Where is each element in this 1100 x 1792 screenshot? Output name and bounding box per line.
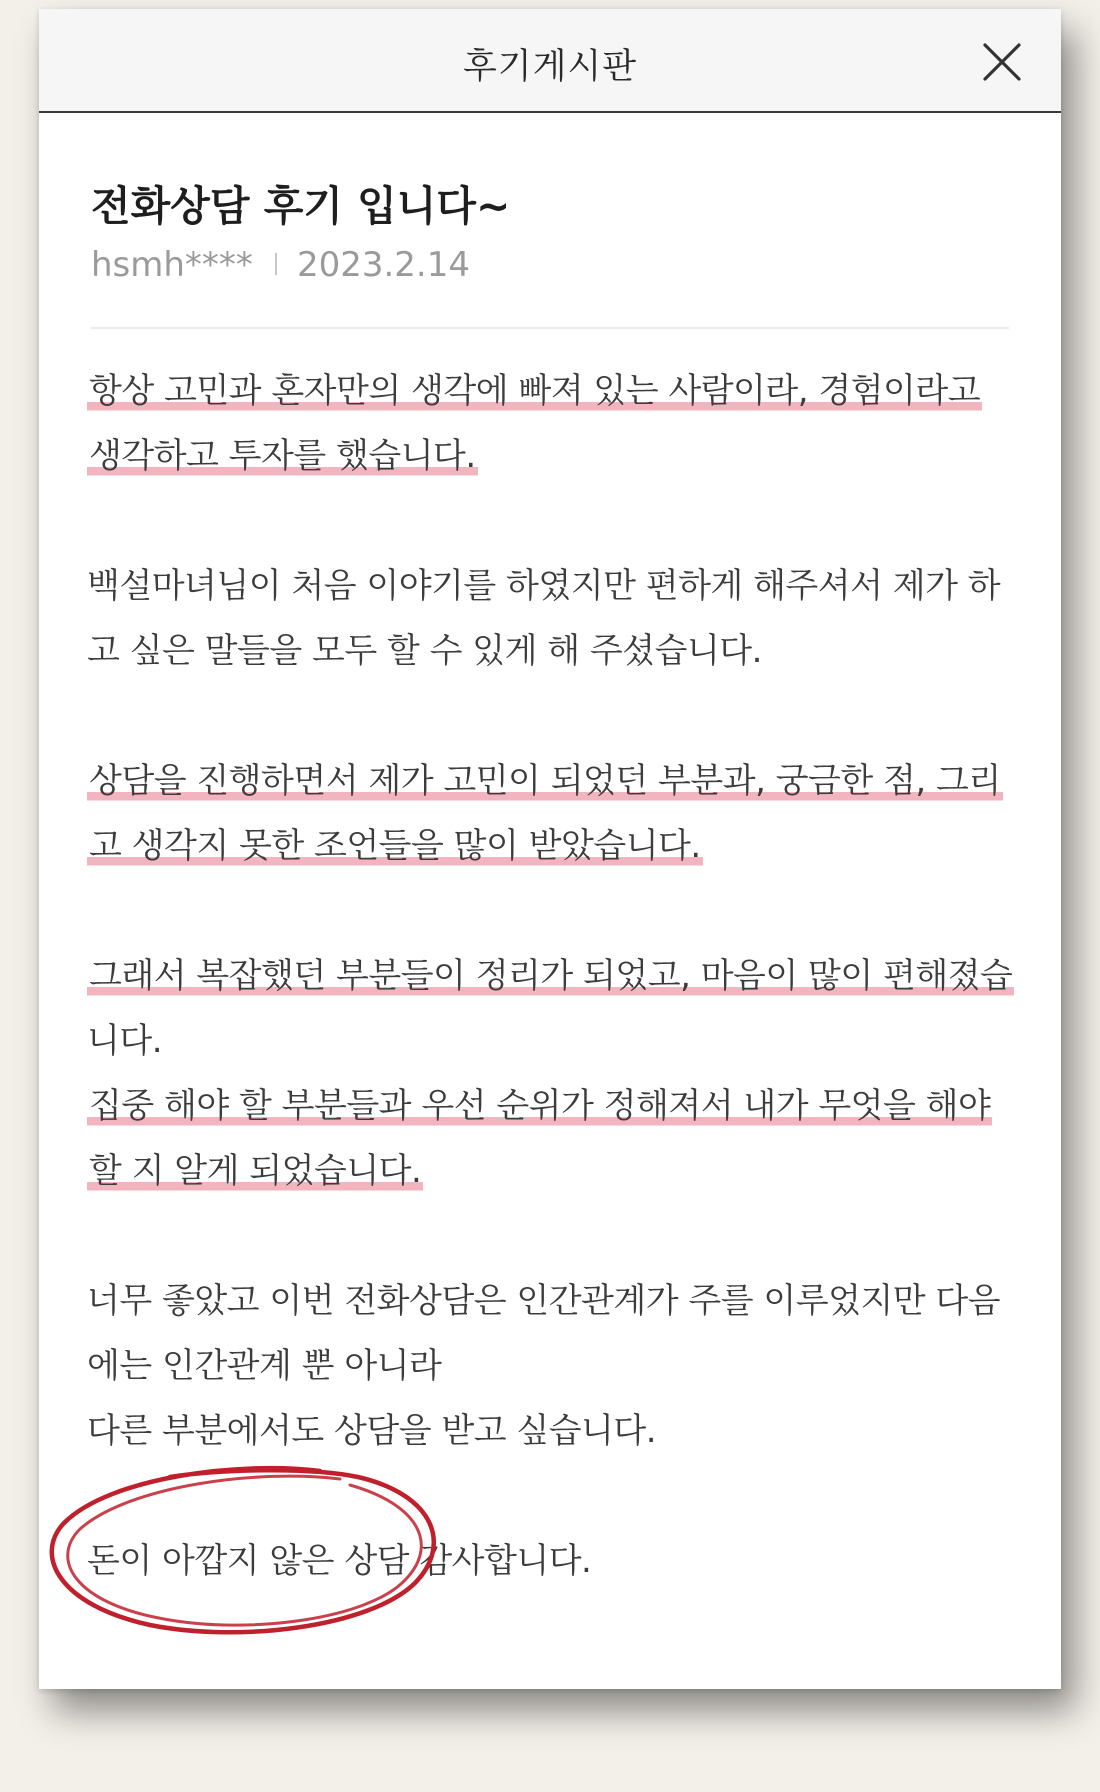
highlighted-text: 고 생각지 못한 조언들을 많이 받았습니다. — [87, 823, 703, 869]
body-line: 에는 인간관계 뿐 아니라 — [87, 1346, 442, 1386]
body-line — [87, 359, 1027, 424]
review-card — [39, 9, 1061, 1689]
body-line — [87, 1074, 1027, 1139]
highlighted-text: 항상 고민과 혼자만의 생각에 빠져 있는 사람이라, 경험이라고 — [87, 368, 982, 414]
board-title: 후기게시판 — [462, 47, 638, 87]
paragraph-4 — [87, 944, 1027, 1204]
body-line — [87, 814, 1027, 879]
paragraph-3 — [87, 749, 1027, 879]
post-date: 2023.2.14 — [296, 245, 470, 285]
body-line: 다른 부분에서도 상담을 받고 싶습니다. — [87, 1411, 657, 1451]
body-line: 백설마녀님이 처음 이야기를 하였지만 편하게 해주셔서 제가 하 — [87, 566, 1001, 606]
body-line: 너무 좋았고 이번 전화상담은 인간관계가 주를 이루었지만 다음 — [87, 1281, 1001, 1321]
body-line: 고 싶은 말들을 모두 할 수 있게 해 주셨습니다. — [87, 631, 762, 671]
body-line — [87, 944, 1027, 1009]
post-body — [87, 359, 1027, 1659]
meta-separator — [275, 253, 277, 275]
close-icon — [977, 37, 1027, 87]
body-line — [87, 1139, 1027, 1204]
paragraph-2 — [87, 554, 1027, 684]
board-header — [39, 9, 1061, 113]
highlighted-text: 집중 해야 할 부분들과 우선 순위가 정해져서 내가 무엇을 해야 — [87, 1083, 992, 1129]
highlighted-text: 상담을 진행하면서 제가 고민이 되었던 부분과, 궁금한 점, 그리 — [87, 758, 1003, 804]
body-line: 돈이 아깝지 않은 상담 감사합니다. — [87, 1541, 592, 1581]
post-meta — [91, 245, 470, 285]
title-divider — [91, 327, 1009, 329]
paragraph-1 — [87, 359, 1027, 489]
paragraph-5 — [87, 1269, 1027, 1464]
body-line: 니다. — [87, 1021, 162, 1061]
body-line — [87, 424, 1027, 489]
paragraph-6 — [87, 1529, 1027, 1594]
post-title: 전화상담 후기 입니다~ — [91, 182, 511, 230]
close-button[interactable] — [977, 37, 1027, 87]
author-name: hsmh**** — [91, 245, 253, 285]
highlighted-text: 생각하고 투자를 했습니다. — [87, 433, 478, 479]
body-line — [87, 749, 1027, 814]
highlighted-text: 할 지 알게 되었습니다. — [87, 1148, 423, 1194]
highlighted-text: 그래서 복잡했던 부분들이 정리가 되었고, 마음이 많이 편해졌습 — [87, 953, 1014, 999]
